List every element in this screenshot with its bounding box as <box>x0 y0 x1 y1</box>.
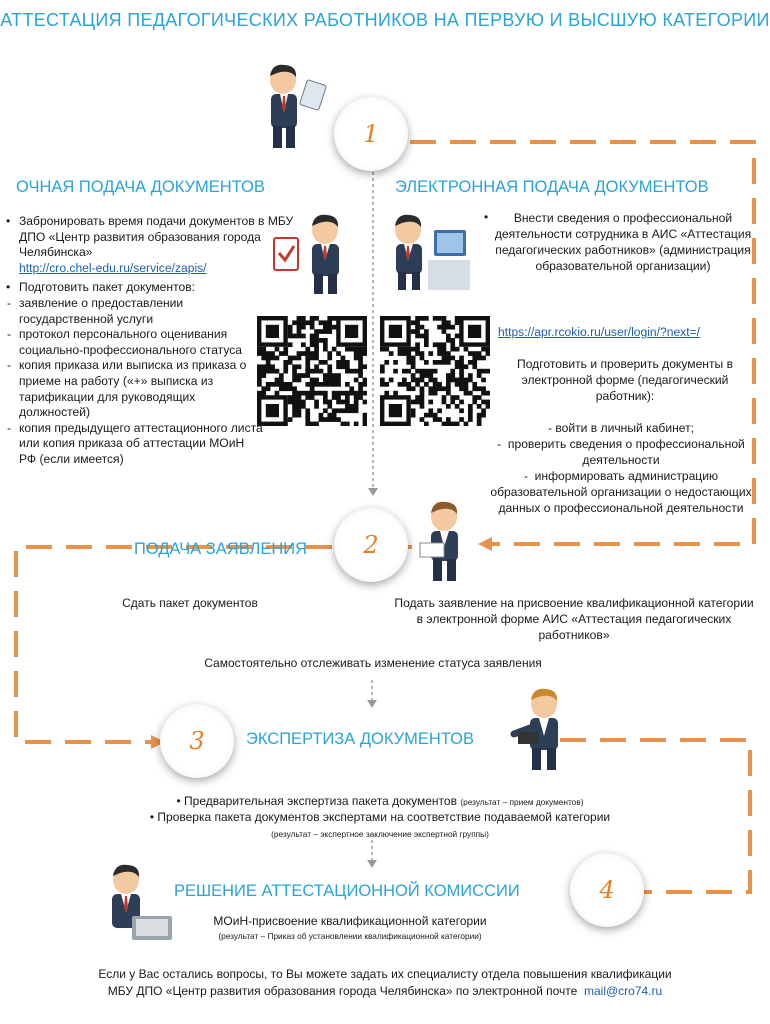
step-1-badge <box>334 97 408 171</box>
businessman-tablet-illustration <box>255 60 335 152</box>
electronic-prepare: Подготовить и проверить документы в электронной форме (педагогический работник): <box>517 357 733 404</box>
booking-link[interactable]: http://cro.chel-edu.ru/service/zapis/ <box>19 260 207 275</box>
list-item: • Подготовить пакет документов: <box>6 280 264 296</box>
in-person-heading: ОЧНАЯ ПОДАЧА ДОКУМЕНТОВ <box>16 178 265 196</box>
step3-item-1: • Предварительная экспертиза пакета документов (результат – прием документов) <box>176 794 584 808</box>
businessman-documents-illustration <box>412 495 482 585</box>
step-4-badge <box>570 853 644 927</box>
step2-heading: ПОДАЧА ЗАЯВЛЕНИЯ <box>134 540 308 558</box>
step-1-number: 1 <box>363 120 379 148</box>
list-item: • Забронировать время подачи документов в МБУ ДПО «Центр развития образования города Челябинска» http://cro.chel-edu.ru/service/zapis/ <box>6 214 299 276</box>
ais-login-link[interactable]: https://apr.rcokio.ru/user/login/?next=/ <box>498 325 701 339</box>
step2-left-text: Сдать пакет документов <box>122 596 258 610</box>
step4-line: МОиН-присвоение квалификационной категории <box>213 914 487 928</box>
step-3-badge <box>160 704 234 778</box>
list-item: - копия предыдущего аттестационного листа или копия приказа об аттестации МОиН РФ (если имеется) <box>6 421 264 468</box>
step4-note: (результат – Приказ об установлении квалификационной категории) <box>218 931 482 941</box>
qr-code-ais-login <box>380 316 490 426</box>
step4-heading: РЕШЕНИЕ АТТЕСТАЦИОННОЙ КОМИССИИ <box>174 882 520 900</box>
qr-code-booking <box>257 316 367 426</box>
list-item: - копия приказа или выписка из приказа о приеме на работу («+» выписка из тарификации для руководящих должностей) <box>6 358 264 420</box>
businessman-pointing-illustration <box>510 684 580 774</box>
step2-track-text: Самостоятельно отслеживать изменение статуса заявления <box>204 656 542 670</box>
step3-heading: ЭКСПЕРТИЗА ДОКУМЕНТОВ <box>246 730 474 748</box>
businessman-computer-illustration <box>382 210 472 294</box>
electronic-heading: ЭЛЕКТРОННАЯ ПОДАЧА ДОКУМЕНТОВ <box>395 178 709 196</box>
list-item: - заявление о предоставлении государственной услуги <box>6 296 264 327</box>
contact-email-link[interactable]: mail@cro74.ru <box>583 984 663 998</box>
electronic-actions <box>488 420 754 517</box>
page-title: АТТЕСТАЦИЯ ПЕДАГОГИЧЕСКИХ РАБОТНИКОВ НА ПЕРВУЮ И ВЫСШУЮ КАТЕГОРИИ <box>0 10 770 30</box>
action-item: - проверить сведения о профессиональной деятельности <box>497 437 745 468</box>
step3-item-2: • Проверка пакета документов экспертами на соответствие подаваемой категории <box>149 810 611 824</box>
footer-line-2: МБУ ДПО «Центр развития образования города Челябинска» по электронной почте mail@cro74.ru <box>107 984 663 998</box>
electronic-intro: Внести сведения о профессиональной деятельности сотрудника в АИС «Аттестация педагогических работников» (администрация образовательной организации) <box>494 211 752 274</box>
step-2-badge <box>334 508 408 582</box>
step3-item-2-note: (результат – экспертное заключение экспертной группы) <box>271 829 489 839</box>
step2-right-text: Подать заявление на присвоение квалификационной категории в электронной форме АИС «Аттестация педагогических работников» <box>394 596 754 643</box>
in-person-list <box>6 214 294 468</box>
footer-line-1: Если у Вас остались вопросы, то Вы можете задать их специалисту отдела повышения квалификации <box>98 967 672 981</box>
action-item: - информировать администрацию образовательной организации о недостающих данных о профессиональной деятельности <box>490 469 752 516</box>
step-3-number: 3 <box>189 727 205 755</box>
bullet-icon: • <box>484 210 489 224</box>
step-4-number: 4 <box>599 876 615 904</box>
step-2-number: 2 <box>363 531 379 559</box>
action-item: - войти в личный кабинет; <box>547 421 695 435</box>
list-item: - протокол персонального оценивания социально-профессионального статуса <box>6 327 264 358</box>
